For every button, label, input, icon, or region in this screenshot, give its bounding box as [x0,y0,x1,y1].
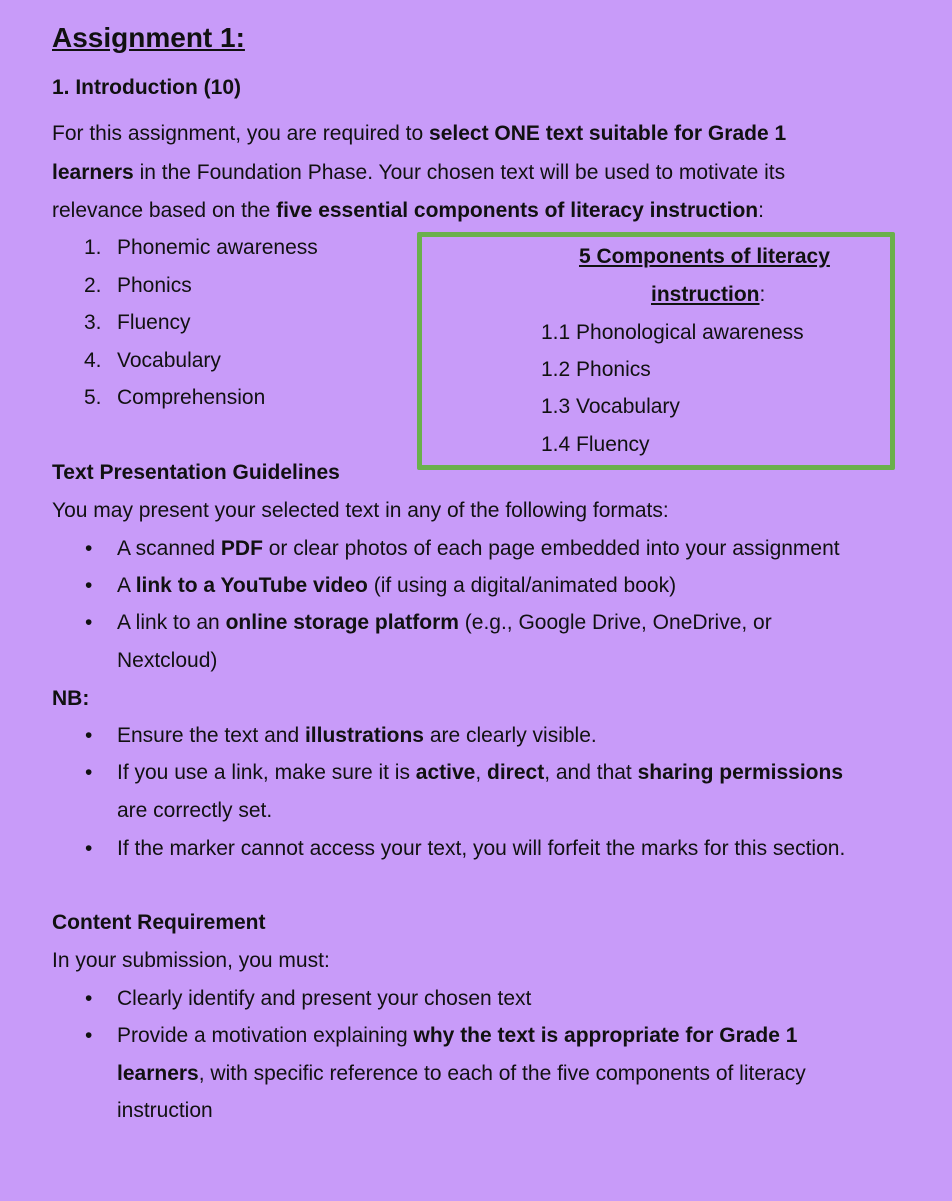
content-intro: In your submission, you must: [52,949,330,972]
guideline-item: A link to an online storage platform (e.g., Google Drive, OneDrive, or [117,611,772,634]
nb-item: If you use a link, make sure it is active, direct, and that sharing permissions [117,761,844,784]
box-item: 1.4 Fluency [541,433,650,456]
content-item: Clearly identify and present your chosen text [117,987,532,1010]
intro-line-1: For this assignment, you are required to select ONE text suitable for Grade 1 [52,122,787,145]
intro-line-3: relevance based on the five essential components of literacy instruction: [52,199,764,222]
guideline-item: A scanned PDF or clear photos of each page embedded into your assignment [117,537,840,560]
list-number: 3. [84,311,102,334]
section-heading-guidelines: Text Presentation Guidelines [52,461,340,484]
bullet-icon: • [85,987,93,1010]
list-item: Fluency [117,311,191,334]
page-title: Assignment 1: [52,22,245,53]
nb-item: If the marker cannot access your text, you will forfeit the marks for this section. [117,837,846,860]
content-item-continued: instruction [117,1099,213,1122]
nb-item: Ensure the text and illustrations are clearly visible. [117,724,597,747]
nb-item-continued: are correctly set. [117,799,273,822]
list-number: 4. [84,349,102,372]
content-item: Provide a motivation explaining why the text is appropriate for Grade 1 [117,1024,798,1047]
box-item: 1.3 Vocabulary [541,395,680,418]
guideline-item: A link to a YouTube video (if using a digital/animated book) [117,574,677,597]
list-item: Comprehension [117,386,266,409]
list-item: Phonemic awareness [117,236,318,259]
list-item: Vocabulary [117,349,221,372]
bullet-icon: • [85,574,93,597]
box-title-line-1: 5 Components of literacy [579,245,830,268]
guidelines-intro: You may present your selected text in any of the following formats: [52,499,669,522]
guideline-item-continued: Nextcloud) [117,649,218,672]
list-number: 1. [84,236,102,259]
bullet-icon: • [85,837,93,860]
bullet-icon: • [85,761,93,784]
section-heading-introduction: 1. Introduction (10) [52,76,241,99]
section-heading-nb: NB: [52,687,90,710]
list-item: Phonics [117,274,192,297]
box-item: 1.1 Phonological awareness [541,321,804,344]
bullet-icon: • [85,611,93,634]
intro-line-2: learners in the Foundation Phase. Your chosen text will be used to motivate its [52,161,786,184]
list-number: 2. [84,274,102,297]
box-title-line-2: instruction: [651,283,766,306]
section-heading-content: Content Requirement [52,911,266,934]
content-item-continued: learners, with specific reference to each of the five components of literacy [117,1062,806,1085]
box-item: 1.2 Phonics [541,358,651,381]
bullet-icon: • [85,1024,93,1047]
bullet-icon: • [85,724,93,747]
list-number: 5. [84,386,102,409]
bullet-icon: • [85,537,93,560]
